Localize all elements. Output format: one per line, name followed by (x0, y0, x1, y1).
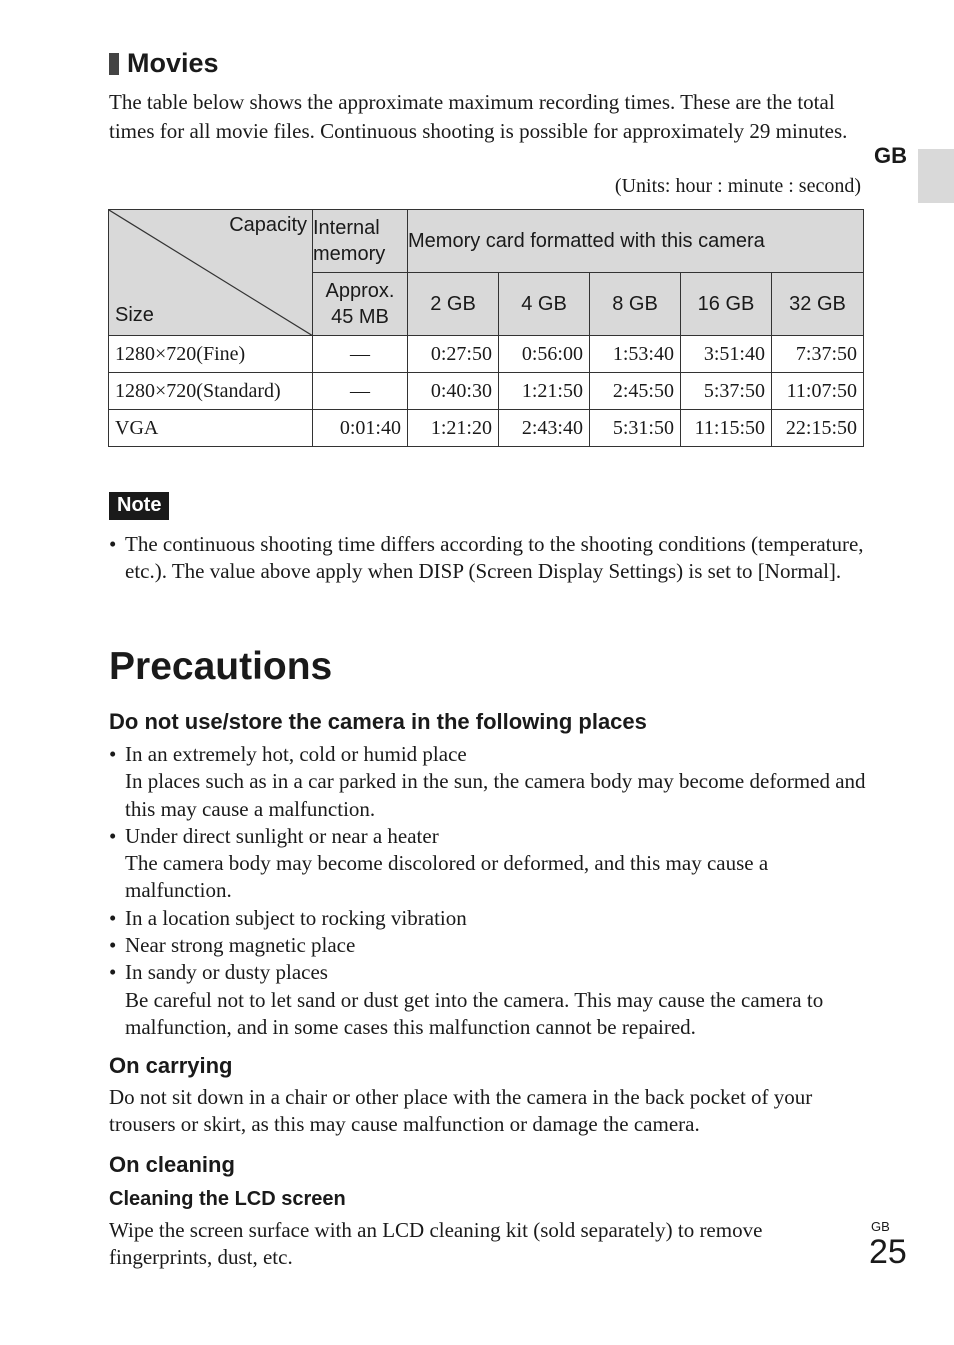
side-tab-label: GB (874, 143, 907, 168)
table-row (109, 373, 864, 410)
table-cell: 11:15:50 (681, 410, 772, 447)
bullet-icon: • (109, 933, 117, 958)
place-detail: In places such as in a car parked in the sun, the camera body may become deformed and this may cause a malfunction. (125, 769, 866, 821)
table-cell: 1:53:40 (590, 336, 681, 373)
movies-heading-text: Movies (127, 48, 219, 78)
table-cell: 5:31:50 (590, 410, 681, 447)
table-cell: 0:27:50 (408, 336, 499, 373)
internal-memory-header (313, 210, 408, 273)
table-cell: 22:15:50 (772, 410, 864, 447)
list-item (109, 823, 869, 905)
carrying-heading: On carrying (109, 1053, 233, 1078)
lcd-cleaning-text: Wipe the screen surface with an LCD cleaning kit (sold separately) to remove fingerprints, dust, etc. (109, 1218, 763, 1270)
list-item (109, 905, 869, 932)
carrying-text: Do not sit down in a chair or other place with the camera in the back pocket of your trousers or skirt, as this may cause malfunction or damage the camera. (109, 1085, 813, 1137)
table-cell: — (313, 336, 408, 373)
page-number: 25 (869, 1233, 907, 1271)
places-heading: Do not use/store the camera in the following places (109, 709, 647, 734)
row-size-label: 1280×720(Standard) (109, 373, 313, 410)
table-cell: 0:40:30 (408, 373, 499, 410)
list-item (109, 741, 869, 823)
table-cell: — (313, 373, 408, 410)
place-detail: Be careful not to let sand or dust get into the camera. This may cause the camera to malfunction, and in some cases this malfunction cannot be repaired. (125, 987, 824, 1039)
table-row (109, 410, 864, 447)
memory-card-header: Memory card formatted with this camera (408, 210, 864, 273)
table-cell: 1:21:20 (408, 410, 499, 447)
internal-memory-header-line1: Internal (313, 217, 380, 239)
units-note: (Units: hour : minute : second) (614, 175, 861, 197)
movies-heading (109, 48, 219, 79)
note-list (109, 531, 869, 586)
side-tab-marker (918, 149, 954, 203)
internal-capacity-line1: Approx. (325, 280, 395, 302)
table-cell: 2:43:40 (499, 410, 590, 447)
bullet-icon: • (109, 905, 117, 930)
note-badge: Note (109, 492, 169, 520)
page-region-label: GB (871, 1219, 890, 1234)
bullet-icon: • (109, 960, 117, 985)
capacity-4gb-header: 4 GB (499, 273, 590, 336)
movies-intro: The table below shows the approximate maximum recording times. These are the total times for all movie files. Continuous shooting is possible for approximately 29 minutes. (109, 90, 848, 143)
list-item (109, 959, 869, 1041)
heading-bar-icon (109, 53, 119, 75)
table-cell: 2:45:50 (590, 373, 681, 410)
size-label: Size (115, 304, 154, 326)
table-cell: 1:21:50 (499, 373, 590, 410)
cleaning-heading: On cleaning (109, 1152, 235, 1177)
table-corner-cell (109, 210, 313, 336)
page-title: Precautions (109, 645, 333, 688)
list-item (109, 932, 869, 959)
recording-time-table (108, 209, 864, 447)
bullet-icon: • (109, 532, 117, 556)
place-title: In sandy or dusty places (125, 960, 328, 985)
table-cell: 0:01:40 (313, 410, 408, 447)
place-detail: The camera body may become discolored or deformed, and this may cause a malfunction. (125, 851, 769, 903)
table-cell: 3:51:40 (681, 336, 772, 373)
capacity-label: Capacity (229, 214, 307, 236)
place-title: Near strong magnetic place (125, 933, 356, 958)
list-item (109, 531, 869, 586)
capacity-16gb-header: 16 GB (681, 273, 772, 336)
table-cell: 5:37:50 (681, 373, 772, 410)
place-title: In a location subject to rocking vibration (125, 905, 467, 930)
lcd-cleaning-heading: Cleaning the LCD screen (109, 1188, 346, 1210)
table-cell: 0:56:00 (499, 336, 590, 373)
table-cell: 7:37:50 (772, 336, 864, 373)
capacity-8gb-header: 8 GB (590, 273, 681, 336)
place-title: In an extremely hot, cold or humid place (125, 742, 467, 766)
places-list (109, 741, 869, 1041)
row-size-label: 1280×720(Fine) (109, 336, 313, 373)
row-size-label: VGA (109, 410, 313, 447)
note-text: The continuous shooting time differs according to the shooting conditions (temperature, etc.). The value above apply when DISP (Screen Display Settings) is set to [Normal]. (125, 532, 864, 584)
table-row (109, 336, 864, 373)
capacity-32gb-header: 32 GB (772, 273, 864, 336)
internal-memory-header-line2: memory (313, 243, 386, 265)
bullet-icon: • (109, 823, 117, 848)
internal-capacity-line2: 45 MB (331, 306, 389, 328)
table-cell: 11:07:50 (772, 373, 864, 410)
bullet-icon: • (109, 742, 117, 766)
place-title: Under direct sunlight or near a heater (125, 823, 439, 848)
capacity-2gb-header: 2 GB (408, 273, 499, 336)
internal-capacity-header (313, 273, 408, 336)
